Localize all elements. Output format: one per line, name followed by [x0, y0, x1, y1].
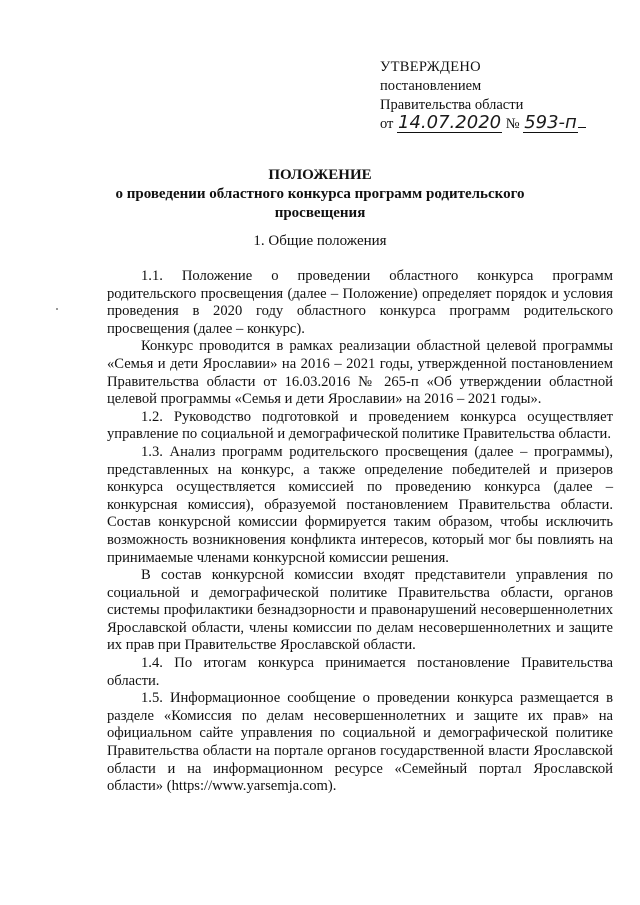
document-title: ПОЛОЖЕНИЕ — [268, 167, 372, 183]
paragraph: 1.2. Руководство подготовкой и проведением конкурса осуществляет управление по социальной и демографической политике Правительства области. — [107, 408, 613, 443]
paragraph: Конкурс проводится в рамках реализации областной целевой программы «Семья и дети Ярославии» на 2016 – 2021 годы, утвержденной постановлением Правительства области от 16.03.2016 № 265-п «Об утверждении областной целевой программы «Семья и дети Ярославии» на 2016 – 2021 годы». — [107, 338, 613, 408]
approval-heading: УТВЕРЖДЕНО — [380, 59, 481, 75]
handwritten-date: 14.07.2020 — [398, 112, 502, 133]
approval-line-1: постановлением — [380, 78, 482, 94]
paragraph: В состав конкурсной комиссии входят представители управления по социальной и демографической политике Правительства области, органов системы профилактики безнадзорности и правонарушений несовершеннолетних Ярославской области, члены комиссии по делам несовершеннолетних и защите их прав при Правительстве Ярославской области. — [107, 567, 613, 654]
document-subtitle-line-1: о проведении областного конкурса программ родительского — [115, 186, 525, 202]
document-subtitle-line-2: просвещения — [274, 205, 366, 221]
approval-date-line — [380, 112, 586, 134]
section-heading: 1. Общие положения — [253, 233, 387, 249]
approval-line-2: Правительства области — [380, 97, 524, 113]
document-body — [107, 268, 613, 796]
paragraph: 1.4. По итогам конкурса принимается постановление Правительства области. — [107, 655, 613, 689]
approval-stamp — [380, 58, 586, 134]
paragraph: 1.3. Анализ программ родительского просвещения (далее – программы), представленных на конкурс, а также определение победителей и призеров конкурса осуществляется комиссией по проведению конкурса (далее – конкурсная комиссия), образуемой постановлением Правительства области. Состав конкурсной комиссии формируется таким образом, чтобы исключить возможность возникновения конфликта интересов, который мог бы повлиять на принимаемые членами конкурсной комиссии решения. — [107, 443, 613, 566]
paragraph: 1.5. Информационное сообщение о проведении конкурса размещается в разделе «Комиссия по делам несовершеннолетних и защите их прав» на официальном сайте управления по социальной и демографической политике Правительства области на портале органов государственной власти Ярославской области и на информационном ресурсе «Семейный портал Ярославской области» (https://www.yarsemja.com). — [107, 690, 613, 795]
paragraph: 1.1. Положение о проведении областного конкурса программ родительского просвещения (далее – Положение) определяет порядок и условия проведения в 2020 году областного конкурса программ родительского просвещения (далее – конкурс). — [107, 268, 613, 337]
margin-dot — [56, 308, 58, 310]
handwritten-number: 593-п — [524, 112, 577, 133]
number-label: № — [505, 116, 520, 132]
from-label: от — [380, 116, 394, 132]
